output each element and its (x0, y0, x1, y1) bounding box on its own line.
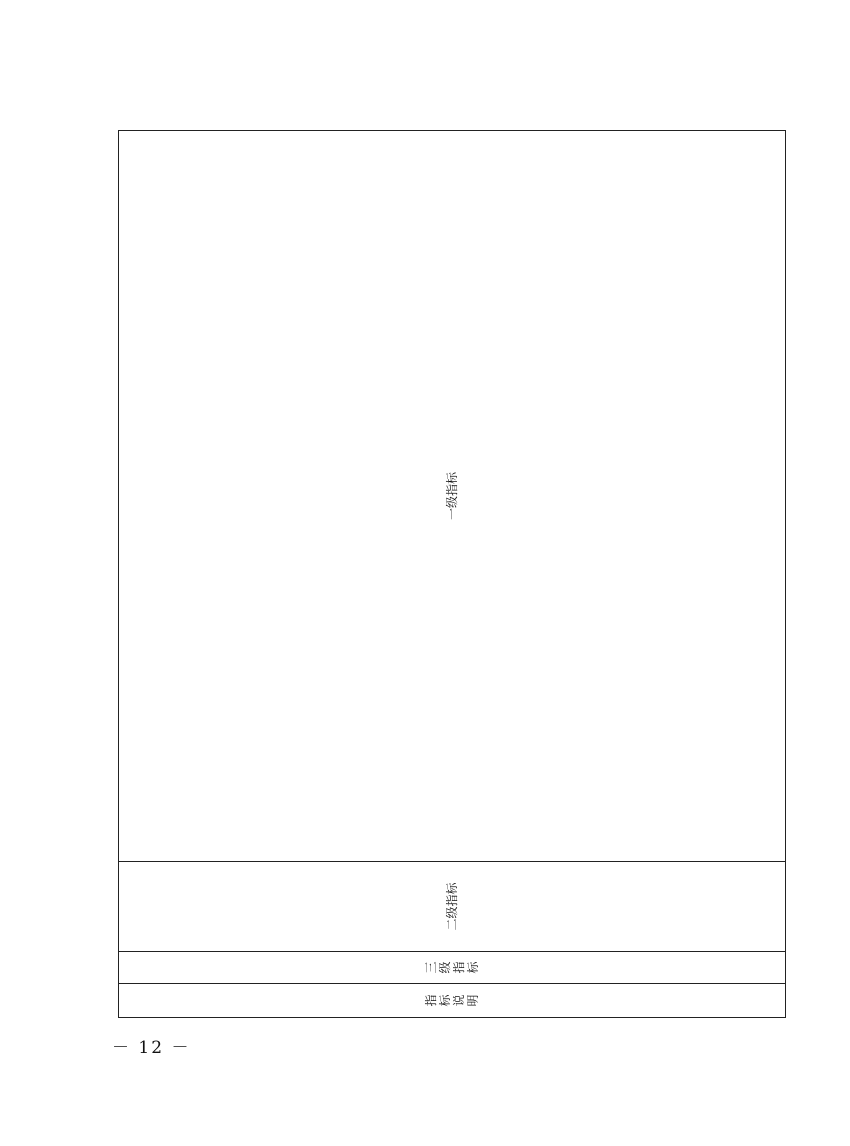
header-level1: 一级指标 (119, 131, 786, 862)
page-number: － 12 － (112, 1038, 191, 1058)
header-level2: 二级指标 (119, 862, 786, 952)
header-desc: 指标说明 (119, 984, 786, 1018)
rotated-table-container (118, 130, 786, 1018)
header-level3: 三级指标 (119, 952, 786, 984)
indicator-table (118, 130, 786, 1018)
